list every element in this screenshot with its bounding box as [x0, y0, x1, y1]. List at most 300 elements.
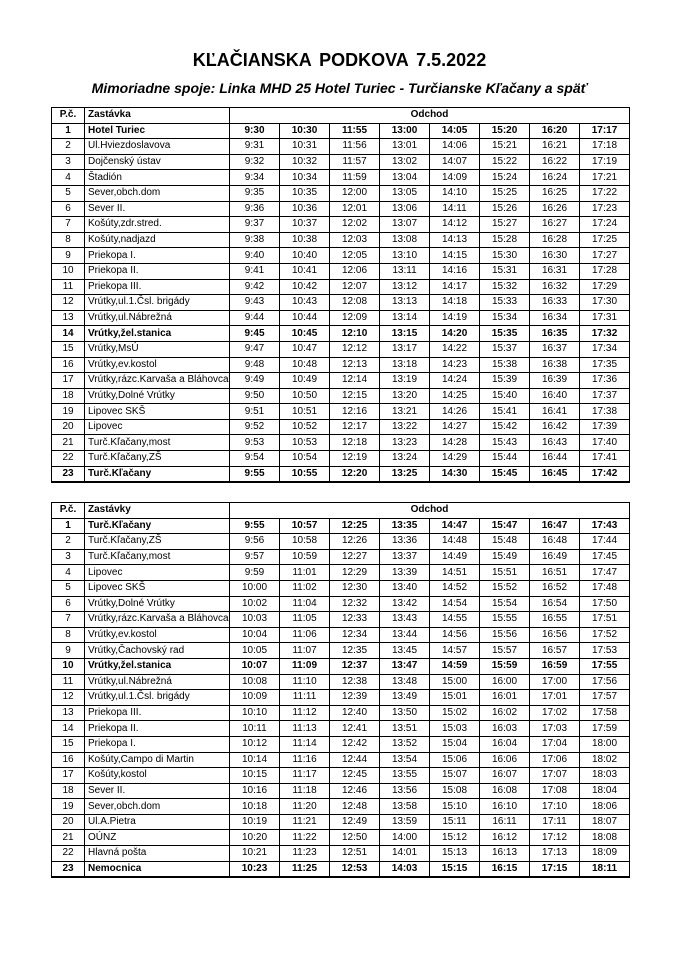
departure-time: 17:58: [580, 705, 630, 721]
stop-name: Vrútky,žel.stanica: [85, 658, 230, 674]
departure-time: 16:41: [530, 404, 580, 420]
departure-time: 10:36: [280, 201, 330, 217]
stop-name: Hotel Turiec: [85, 123, 230, 139]
departure-time: 9:31: [230, 139, 280, 155]
departure-time: 13:36: [380, 534, 430, 550]
departure-time: 14:19: [430, 310, 480, 326]
departure-time: 13:39: [380, 565, 430, 581]
stop-number: 6: [52, 596, 85, 612]
stop-name: Košúty,nadjazd: [85, 232, 230, 248]
departure-time: 12:18: [330, 435, 380, 451]
stop-number: 20: [52, 814, 85, 830]
table-row: [52, 154, 630, 170]
departure-time: 17:30: [580, 295, 630, 311]
departure-time: 13:15: [380, 326, 430, 342]
departure-time: 13:56: [380, 783, 430, 799]
departure-time: 14:20: [430, 326, 480, 342]
table-row: [52, 783, 630, 799]
departure-time: 13:10: [380, 248, 430, 264]
departure-time: 15:24: [480, 170, 530, 186]
departure-time: 16:42: [530, 419, 580, 435]
departure-time: 16:01: [480, 690, 530, 706]
departure-time: 15:48: [480, 534, 530, 550]
departure-time: 17:07: [530, 768, 580, 784]
departure-time: 11:10: [280, 674, 330, 690]
stop-number: 5: [52, 580, 85, 596]
departure-time: 13:19: [380, 373, 430, 389]
departure-time: 13:01: [380, 139, 430, 155]
stop-name: Priekopa II.: [85, 263, 230, 279]
departure-time: 12:49: [330, 814, 380, 830]
departure-time: 13:07: [380, 217, 430, 233]
departure-time: 9:44: [230, 310, 280, 326]
table-row: [52, 388, 630, 404]
departure-time: 11:21: [280, 814, 330, 830]
departure-time: 18:02: [580, 752, 630, 768]
stop-name: Turč.Kľačany,most: [85, 549, 230, 565]
departure-time: 12:14: [330, 373, 380, 389]
departure-time: 9:49: [230, 373, 280, 389]
departure-time: 17:10: [530, 799, 580, 815]
departure-time: 10:12: [230, 736, 280, 752]
table-row: [52, 846, 630, 862]
departure-time: 9:50: [230, 388, 280, 404]
stop-name: Sever,obch.dom: [85, 799, 230, 815]
departure-time: 9:40: [230, 248, 280, 264]
table-row: [52, 612, 630, 628]
departure-time: 11:22: [280, 830, 330, 846]
departure-time: 14:54: [430, 596, 480, 612]
column-header-number: P.č.: [52, 108, 85, 124]
departure-time: 9:47: [230, 341, 280, 357]
departure-time: 14:56: [430, 627, 480, 643]
departure-time: 18:07: [580, 814, 630, 830]
departure-time: 13:12: [380, 279, 430, 295]
table-row: [52, 861, 630, 877]
departure-time: 14:07: [430, 154, 480, 170]
stop-number: 16: [52, 752, 85, 768]
departure-time: 17:22: [580, 185, 630, 201]
departure-time: 10:41: [280, 263, 330, 279]
departure-time: 15:12: [430, 830, 480, 846]
departure-time: 17:01: [530, 690, 580, 706]
departure-time: 17:31: [580, 310, 630, 326]
departure-time: 13:48: [380, 674, 430, 690]
stop-number: 13: [52, 310, 85, 326]
stop-number: 5: [52, 185, 85, 201]
departure-time: 17:34: [580, 341, 630, 357]
departure-time: 18:09: [580, 846, 630, 862]
departure-time: 13:54: [380, 752, 430, 768]
departure-time: 11:06: [280, 627, 330, 643]
departure-time: 12:32: [330, 596, 380, 612]
departure-time: 15:34: [480, 310, 530, 326]
departure-time: 16:28: [530, 232, 580, 248]
departure-time: 15:32: [480, 279, 530, 295]
table-row: [52, 690, 630, 706]
departure-time: 14:24: [430, 373, 480, 389]
stop-name: Priekopa I.: [85, 248, 230, 264]
departure-time: 16:22: [530, 154, 580, 170]
departure-time: 10:53: [280, 435, 330, 451]
departure-time: 12:08: [330, 295, 380, 311]
departure-time: 17:35: [580, 357, 630, 373]
departure-time: 17:15: [530, 861, 580, 877]
departure-time: 10:43: [280, 295, 330, 311]
departure-time: 16:04: [480, 736, 530, 752]
departure-time: 15:33: [480, 295, 530, 311]
departure-time: 16:52: [530, 580, 580, 596]
departure-time: 17:39: [580, 419, 630, 435]
departure-time: 10:21: [230, 846, 280, 862]
departure-time: 14:16: [430, 263, 480, 279]
table-row: [52, 627, 630, 643]
departure-time: 16:10: [480, 799, 530, 815]
departure-time: 9:35: [230, 185, 280, 201]
stop-name: Ul.Hviezdoslavova: [85, 139, 230, 155]
departure-time: 9:48: [230, 357, 280, 373]
stop-name: Vrútky,MsÚ: [85, 341, 230, 357]
departure-time: 16:45: [530, 466, 580, 482]
departure-time: 13:59: [380, 814, 430, 830]
departure-time: 14:55: [430, 612, 480, 628]
departure-time: 13:21: [380, 404, 430, 420]
stop-name: Priekopa I.: [85, 736, 230, 752]
stop-number: 18: [52, 783, 85, 799]
departure-time: 16:35: [530, 326, 580, 342]
stop-number: 1: [52, 123, 85, 139]
stop-number: 10: [52, 658, 85, 674]
departure-time: 13:25: [380, 466, 430, 482]
departure-time: 10:11: [230, 721, 280, 737]
table-row: [52, 799, 630, 815]
departure-time: 17:52: [580, 627, 630, 643]
column-header-departure: Odchod: [230, 108, 630, 124]
table-row: [52, 565, 630, 581]
table-row: [52, 534, 630, 550]
departure-time: 10:30: [280, 123, 330, 139]
stop-name: Priekopa III.: [85, 705, 230, 721]
departure-time: 17:21: [580, 170, 630, 186]
stop-number: 2: [52, 534, 85, 550]
stop-name: Lipovec SKŠ: [85, 580, 230, 596]
stop-name: Vrútky,ul.1.Čsl. brigády: [85, 295, 230, 311]
departure-time: 13:37: [380, 549, 430, 565]
departure-time: 14:57: [430, 643, 480, 659]
departure-time: 16:02: [480, 705, 530, 721]
table-row: [52, 279, 630, 295]
departure-time: 17:51: [580, 612, 630, 628]
departure-time: 16:32: [530, 279, 580, 295]
departure-time: 12:02: [330, 217, 380, 233]
departure-time: 9:45: [230, 326, 280, 342]
departure-time: 10:45: [280, 326, 330, 342]
departure-time: 13:42: [380, 596, 430, 612]
stop-name: Vrútky,Dolné Vrútky: [85, 388, 230, 404]
departure-time: 10:15: [230, 768, 280, 784]
departure-time: 17:48: [580, 580, 630, 596]
departure-time: 17:27: [580, 248, 630, 264]
departure-time: 17:47: [580, 565, 630, 581]
departure-time: 12:38: [330, 674, 380, 690]
table-row: [52, 721, 630, 737]
departure-time: 10:54: [280, 451, 330, 467]
table-header-row: [52, 503, 630, 519]
column-header-stop: Zastávka: [85, 108, 230, 124]
departure-time: 15:21: [480, 139, 530, 155]
departure-time: 16:47: [530, 518, 580, 534]
column-header-departure: Odchod: [230, 503, 630, 519]
departure-time: 10:51: [280, 404, 330, 420]
departure-time: 15:07: [430, 768, 480, 784]
departure-time: 11:59: [330, 170, 380, 186]
departure-time: 11:16: [280, 752, 330, 768]
departure-time: 11:12: [280, 705, 330, 721]
table-row: [52, 549, 630, 565]
departure-time: 10:50: [280, 388, 330, 404]
table-row: [52, 404, 630, 420]
departure-time: 12:39: [330, 690, 380, 706]
departure-time: 14:30: [430, 466, 480, 482]
departure-time: 14:28: [430, 435, 480, 451]
departure-time: 15:02: [430, 705, 480, 721]
stop-number: 16: [52, 357, 85, 373]
departure-time: 17:19: [580, 154, 630, 170]
departure-time: 10:00: [230, 580, 280, 596]
departure-time: 17:06: [530, 752, 580, 768]
departure-time: 14:01: [380, 846, 430, 862]
departure-time: 12:07: [330, 279, 380, 295]
departure-time: 14:11: [430, 201, 480, 217]
departure-time: 17:40: [580, 435, 630, 451]
departure-time: 10:19: [230, 814, 280, 830]
departure-time: 12:51: [330, 846, 380, 862]
departure-time: 13:44: [380, 627, 430, 643]
departure-time: 10:52: [280, 419, 330, 435]
departure-time: 10:20: [230, 830, 280, 846]
departure-time: 15:56: [480, 627, 530, 643]
stop-number: 17: [52, 768, 85, 784]
departure-time: 12:29: [330, 565, 380, 581]
table-row: [52, 232, 630, 248]
departure-time: 16:15: [480, 861, 530, 877]
timetable-outbound: [51, 107, 630, 483]
departure-time: 11:09: [280, 658, 330, 674]
departure-time: 12:01: [330, 201, 380, 217]
departure-time: 10:34: [280, 170, 330, 186]
departure-time: 15:25: [480, 185, 530, 201]
departure-time: 14:29: [430, 451, 480, 467]
departure-time: 16:00: [480, 674, 530, 690]
departure-time: 12:06: [330, 263, 380, 279]
departure-time: 12:46: [330, 783, 380, 799]
departure-time: 13:23: [380, 435, 430, 451]
stop-number: 18: [52, 388, 85, 404]
departure-time: 12:13: [330, 357, 380, 373]
departure-time: 17:12: [530, 830, 580, 846]
table-row: [52, 373, 630, 389]
departure-time: 16:55: [530, 612, 580, 628]
departure-time: 10:10: [230, 705, 280, 721]
departure-time: 13:11: [380, 263, 430, 279]
stop-name: Turč.Kľačany: [85, 466, 230, 482]
stop-name: Vrútky,rázc.Karvaša a Bláhovca: [85, 612, 230, 628]
departure-time: 12:17: [330, 419, 380, 435]
stop-number: 20: [52, 419, 85, 435]
departure-time: 13:40: [380, 580, 430, 596]
stop-number: 10: [52, 263, 85, 279]
departure-time: 10:05: [230, 643, 280, 659]
departure-time: 9:52: [230, 419, 280, 435]
departure-time: 15:01: [430, 690, 480, 706]
page-subtitle: Mimoriadne spoje: Linka MHD 25 Hotel Turiec - Turčianske Kľačany a späť: [91, 80, 588, 96]
stop-name: Hlavná pošta: [85, 846, 230, 862]
table-row: [52, 658, 630, 674]
departure-time: 10:47: [280, 341, 330, 357]
table-row: [52, 518, 630, 534]
departure-time: 13:52: [380, 736, 430, 752]
departure-time: 12:25: [330, 518, 380, 534]
departure-time: 9:38: [230, 232, 280, 248]
departure-time: 13:49: [380, 690, 430, 706]
departure-time: 12:09: [330, 310, 380, 326]
departure-time: 10:32: [280, 154, 330, 170]
departure-time: 9:32: [230, 154, 280, 170]
stop-name: Dojčenský ústav: [85, 154, 230, 170]
departure-time: 15:43: [480, 435, 530, 451]
departure-time: 13:14: [380, 310, 430, 326]
departure-time: 12:34: [330, 627, 380, 643]
departure-time: 16:08: [480, 783, 530, 799]
departure-time: 12:37: [330, 658, 380, 674]
table-row: [52, 674, 630, 690]
departure-time: 14:22: [430, 341, 480, 357]
departure-time: 13:43: [380, 612, 430, 628]
departure-time: 11:20: [280, 799, 330, 815]
departure-time: 16:48: [530, 534, 580, 550]
departure-time: 11:18: [280, 783, 330, 799]
stop-name: Košúty,kostol: [85, 768, 230, 784]
departure-time: 15:20: [480, 123, 530, 139]
departure-time: 14:26: [430, 404, 480, 420]
departure-time: 14:49: [430, 549, 480, 565]
departure-time: 12:40: [330, 705, 380, 721]
table-row: [52, 580, 630, 596]
timetable-return: [51, 502, 630, 878]
departure-time: 10:55: [280, 466, 330, 482]
departure-time: 11:01: [280, 565, 330, 581]
stop-number: 8: [52, 627, 85, 643]
table-row: [52, 830, 630, 846]
departure-time: 17:55: [580, 658, 630, 674]
departure-time: 10:08: [230, 674, 280, 690]
departure-time: 17:37: [580, 388, 630, 404]
departure-time: 17:38: [580, 404, 630, 420]
stop-number: 7: [52, 217, 85, 233]
departure-time: 14:15: [430, 248, 480, 264]
page-title: KĽAČIANSKA PODKOVA 7.5.2022: [192, 50, 487, 70]
departure-time: 10:38: [280, 232, 330, 248]
departure-time: 10:35: [280, 185, 330, 201]
stop-name: Priekopa II.: [85, 721, 230, 737]
departure-time: 17:59: [580, 721, 630, 737]
departure-time: 15:11: [430, 814, 480, 830]
departure-time: 15:55: [480, 612, 530, 628]
departure-time: 15:10: [430, 799, 480, 815]
stop-number: 12: [52, 295, 85, 311]
stop-number: 1: [52, 518, 85, 534]
departure-time: 14:05: [430, 123, 480, 139]
departure-time: 14:52: [430, 580, 480, 596]
departure-time: 13:51: [380, 721, 430, 737]
departure-time: 13:35: [380, 518, 430, 534]
departure-time: 15:42: [480, 419, 530, 435]
departure-time: 15:41: [480, 404, 530, 420]
departure-time: 10:16: [230, 783, 280, 799]
stop-number: 14: [52, 326, 85, 342]
stop-name: Vrútky,ul.Nábrežná: [85, 674, 230, 690]
departure-time: 17:44: [580, 534, 630, 550]
departure-time: 15:04: [430, 736, 480, 752]
departure-time: 14:51: [430, 565, 480, 581]
departure-time: 13:45: [380, 643, 430, 659]
departure-time: 16:43: [530, 435, 580, 451]
departure-time: 13:02: [380, 154, 430, 170]
departure-time: 9:36: [230, 201, 280, 217]
stop-number: 13: [52, 705, 85, 721]
departure-time: 12:53: [330, 861, 380, 877]
departure-time: 15:47: [480, 518, 530, 534]
departure-time: 14:12: [430, 217, 480, 233]
departure-time: 14:25: [430, 388, 480, 404]
stop-name: Vrútky,ul.1.Čsl. brigády: [85, 690, 230, 706]
departure-time: 17:43: [580, 518, 630, 534]
departure-time: 16:49: [530, 549, 580, 565]
departure-time: 14:23: [430, 357, 480, 373]
departure-time: 14:10: [430, 185, 480, 201]
table-row: [52, 295, 630, 311]
departure-time: 12:44: [330, 752, 380, 768]
stop-name: Košúty,Campo di Martin: [85, 752, 230, 768]
departure-time: 15:52: [480, 580, 530, 596]
departure-time: 9:30: [230, 123, 280, 139]
departure-time: 11:56: [330, 139, 380, 155]
departure-time: 11:11: [280, 690, 330, 706]
table-row: [52, 736, 630, 752]
departure-time: 10:44: [280, 310, 330, 326]
departure-time: 16:34: [530, 310, 580, 326]
stop-name: Turč.Kľačany,ZŠ: [85, 534, 230, 550]
table-row: [52, 466, 630, 482]
departure-time: 11:04: [280, 596, 330, 612]
departure-time: 9:54: [230, 451, 280, 467]
stop-number: 11: [52, 674, 85, 690]
stop-number: 17: [52, 373, 85, 389]
stop-number: 3: [52, 154, 85, 170]
departure-time: 16:11: [480, 814, 530, 830]
departure-time: 16:20: [530, 123, 580, 139]
departure-time: 12:27: [330, 549, 380, 565]
stop-name: Lipovec SKŠ: [85, 404, 230, 420]
departure-time: 15:49: [480, 549, 530, 565]
stop-name: Štadión: [85, 170, 230, 186]
departure-time: 15:57: [480, 643, 530, 659]
departure-time: 15:51: [480, 565, 530, 581]
stop-name: Košúty,zdr.stred.: [85, 217, 230, 233]
stop-number: 4: [52, 170, 85, 186]
stop-number: 23: [52, 861, 85, 877]
departure-time: 10:58: [280, 534, 330, 550]
